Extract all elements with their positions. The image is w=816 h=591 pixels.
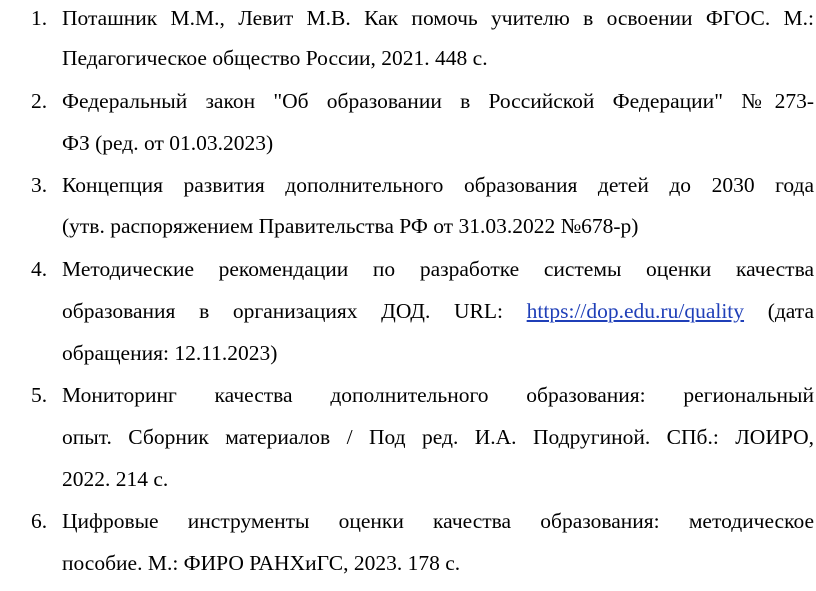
reference-number: 6. — [31, 509, 48, 533]
reference-line: 2022. 214 с. — [62, 467, 169, 491]
reference-line: ФЗ (ред. от 01.03.2023) — [62, 131, 274, 155]
reference-line: пособие. М.: ФИРО РАНХиГС, 2023. 178 с. — [62, 551, 461, 575]
reference-number: 1. — [31, 6, 48, 30]
reference-number: 4. — [31, 257, 48, 281]
reference-number: 5. — [31, 383, 48, 407]
reference-line: Концепция развития дополнительного образования детей до 2030 года — [62, 173, 814, 197]
reference-number: 2. — [31, 89, 48, 113]
reference-line: Мониторинг качества дополнительного образования: региональный — [62, 383, 814, 407]
reference-line: (утв. распоряжением Правительства РФ от 31.03.2022 №678-р) — [62, 214, 639, 238]
reference-line: Федеральный закон "Об образовании в Российской Федерации" №273- — [62, 89, 814, 113]
quality-url-link[interactable]: https://dop.edu.ru/quality — [526, 299, 745, 323]
reference-line: опыт. Сборник материалов / Под ред. И.А. Подругиной. СПб.: ЛОИРО, — [62, 425, 814, 449]
reference-line: Поташник М.М., Левит М.В. Как помочь учителю в освоении ФГОС. М.: — [62, 6, 814, 30]
reference-line-with-link — [62, 299, 814, 323]
reference-number: 3. — [31, 173, 48, 197]
reference-text: образования в организациях ДОД. URL: — [62, 299, 527, 323]
reference-line: Методические рекомендации по разработке системы оценки качества — [62, 257, 814, 281]
reference-line: Педагогическое общество России, 2021. 448 с. — [62, 46, 488, 70]
reference-line: обращения: 12.11.2023) — [62, 341, 278, 365]
reference-line: Цифровые инструменты оценки качества образования: методическое — [62, 509, 814, 533]
reference-text: (дата — [744, 299, 814, 323]
